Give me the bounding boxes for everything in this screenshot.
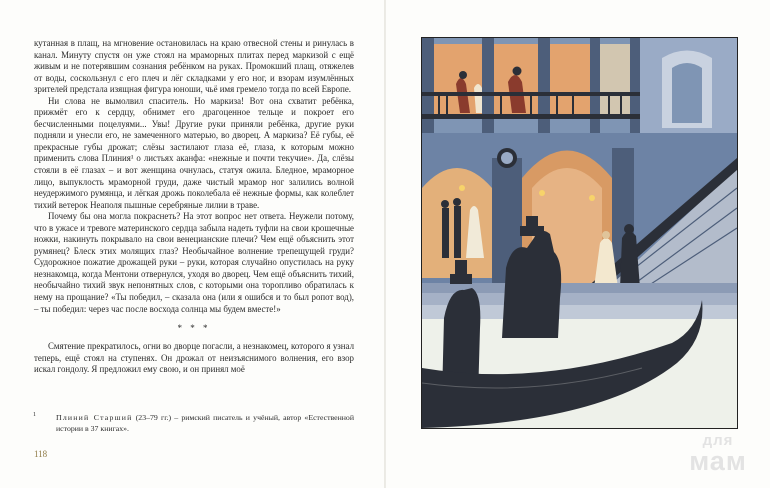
paragraph-4: Смятение прекратилось, огни во дворце погасли, а незнакомец, которого я узнал теперь, ещё стоял на ступенях. Он дрожал от неизъяснимого волнения, его взор искал гондолу. Я предложил ему свою, и он принял моё xyxy=(34,341,354,375)
book-gutter xyxy=(384,0,386,488)
footnote-name: Плиний Старший xyxy=(56,413,133,422)
left-page-text xyxy=(34,38,354,376)
illustration-venice-palace xyxy=(421,37,738,429)
section-break: * * * xyxy=(177,323,211,334)
watermark-line-1: для xyxy=(702,432,734,449)
illustration-drawing xyxy=(422,38,737,428)
paragraph-3: Почему бы она могла покраснеть? На этот вопрос нет ответа. Неужели потому, что в ужасе и тревоге материнского сердца забыла надеть туфли на свои крошечные ножки, накинуть покрывало на свои венецианские плечи? Чем ещё объяснить этот румянец? Блеск этих молящих глаз? Необычайное волнение трепещущей груди? Судорожное пожатие дрожащей руки – руки, которая случайно опустилась на руку незнакомца, когда Ментони отвернулся, уходя во дворец. Чем ещё объяснить тихий, необычайно тихий звук непонятных слов, с которыми она торопливо обратилась к нему на прощание? «Ты победил, – сказала она (или я ошибся и то был ропот вод), – ты победил: через час после восхода солнца мы будем вместе!» xyxy=(34,211,354,314)
footnote-text: (23–79 гг.) – римский писатель и учёный, автор «Естественной истории в 37 книгах». xyxy=(56,413,354,433)
footnote xyxy=(34,413,354,434)
footnote-marker: 1 xyxy=(33,412,36,418)
watermark-line-2: мам xyxy=(689,446,747,476)
paragraph-1: кутанная в плащ, на мгновение остановилась на краю отвесной стены и ринулась в канал. Минуту спустя он уже стоял на мраморных плитах перед маркизой с ещё живым и не потерявшим сознания ребёнком на руках. Промокший плащ, отяжелев от воды, соскользнул с его плеч и лёг складками у его ног, и взорам изумлённых зрителей предстала изящная фигура юноши, чьё имя гремело тогда по всей Европе. xyxy=(34,38,354,95)
watermark-logo xyxy=(678,434,758,474)
paragraph-2: Ни слова не вымолвил спаситель. Но маркиза! Вот она схватит ребёнка, прижмёт его к сердцу, обнимет его драгоценное тельце и покроет его бесчисленными поцелуями... Увы! Другие руки приняли ребёнка, другие руки подняли и унесли его, не замеченного матерью, во дворец. А маркиза? Её губы, её прекрасные губы дрожат; слёзы застилают глаза её, глаза, к которым можно применить слова Плиния¹ о листьях аканфа: «нежные и почти текучие». Да, слёзы стояли в её глазах – и вот женщина очнулась, статуя ожила. Бледное, мраморное лицо, выпуклость мраморной груди, даже чистый мрамор ног залились волной неудержимого румянца, и лёгкая дрожь поколебала её нежные формы, как колеблет тихий ветерок Неаполя пышные серебряные лилии в траве. xyxy=(34,95,354,210)
page-number: 118 xyxy=(34,449,48,459)
